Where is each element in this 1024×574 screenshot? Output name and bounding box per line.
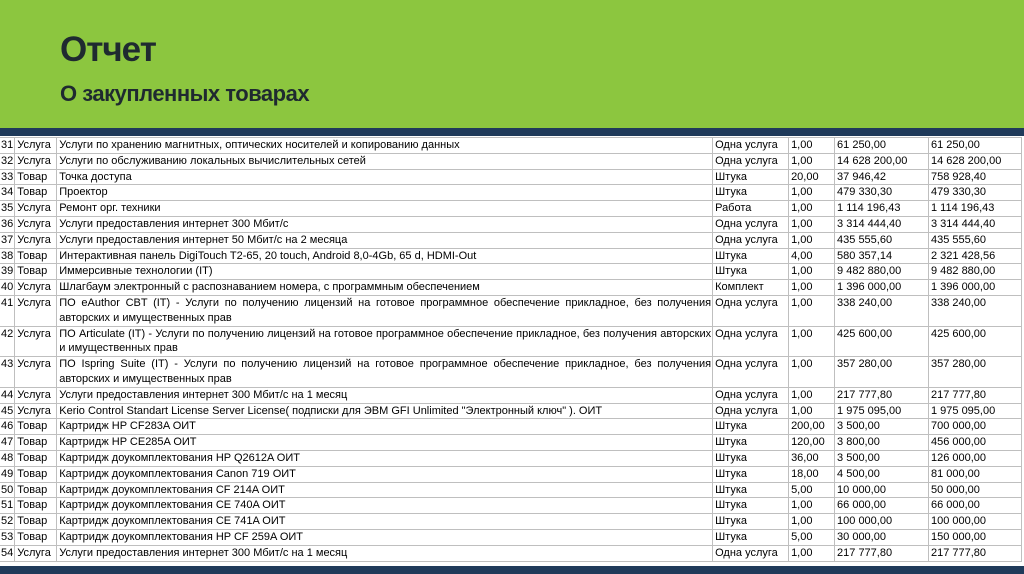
item-type: Товар: [15, 514, 57, 530]
item-name: Картридж доукомплектования CE 740A ОИТ: [57, 498, 713, 514]
item-price: 3 800,00: [835, 435, 929, 451]
item-quantity: 1,00: [789, 403, 835, 419]
table-row: [0, 264, 1022, 280]
item-price: 1 114 196,43: [835, 201, 929, 217]
item-total: 758 928,40: [928, 169, 1021, 185]
item-price: 217 777,80: [835, 545, 929, 561]
purchases-table-body: [0, 138, 1022, 562]
table-row: [0, 201, 1022, 217]
row-number: 50: [0, 482, 15, 498]
item-quantity: 5,00: [789, 482, 835, 498]
item-quantity: 1,00: [789, 185, 835, 201]
item-price: 100 000,00: [835, 514, 929, 530]
item-type: Услуга: [15, 138, 57, 154]
item-total: 456 000,00: [928, 435, 1021, 451]
item-price: 3 314 444,40: [835, 216, 929, 232]
row-number: 48: [0, 450, 15, 466]
table-row: [0, 232, 1022, 248]
item-quantity: 200,00: [789, 419, 835, 435]
item-price: 1 396 000,00: [835, 280, 929, 296]
table-row: [0, 153, 1022, 169]
item-price: 9 482 880,00: [835, 264, 929, 280]
item-total: 14 628 200,00: [928, 153, 1021, 169]
item-name: Картридж доукомплектования Canon 719 ОИТ: [57, 466, 713, 482]
item-unit: Одна услуга: [713, 357, 789, 388]
item-type: Услуга: [15, 153, 57, 169]
item-price: 357 280,00: [835, 357, 929, 388]
item-name: Картридж доукомплектования HP CF 259A ОИТ: [57, 529, 713, 545]
item-type: Услуга: [15, 387, 57, 403]
item-price: 14 628 200,00: [835, 153, 929, 169]
item-name: Картридж HP CF283A ОИТ: [57, 419, 713, 435]
row-number: 41: [0, 295, 15, 326]
item-quantity: 1,00: [789, 201, 835, 217]
item-name: Услуги предоставления интернет 300 Мбит/с на 1 месяц: [57, 545, 713, 561]
item-unit: Штука: [713, 419, 789, 435]
table-row: [0, 387, 1022, 403]
row-number: 49: [0, 466, 15, 482]
item-name: Услуги по хранению магнитных, оптических носителей и копированию данных: [57, 138, 713, 154]
row-number: 47: [0, 435, 15, 451]
row-number: 45: [0, 403, 15, 419]
table-row: [0, 295, 1022, 326]
item-unit: Одна услуга: [713, 153, 789, 169]
top-divider-band: [0, 128, 1024, 136]
page-subtitle: О закупленных товарах: [60, 81, 310, 106]
table-row: [0, 545, 1022, 561]
row-number: 42: [0, 326, 15, 357]
item-unit: Штука: [713, 529, 789, 545]
item-total: 3 314 444,40: [928, 216, 1021, 232]
item-name: Ремонт орг. техники: [57, 201, 713, 217]
item-quantity: 1,00: [789, 357, 835, 388]
item-quantity: 1,00: [789, 545, 835, 561]
table-row: [0, 138, 1022, 154]
item-type: Товар: [15, 419, 57, 435]
item-total: 338 240,00: [928, 295, 1021, 326]
item-type: Товар: [15, 450, 57, 466]
item-type: Услуга: [15, 545, 57, 561]
item-total: 150 000,00: [928, 529, 1021, 545]
item-price: 4 500,00: [835, 466, 929, 482]
bottom-divider-band: [0, 566, 1024, 574]
item-total: 217 777,80: [928, 545, 1021, 561]
item-quantity: 20,00: [789, 169, 835, 185]
row-number: 36: [0, 216, 15, 232]
item-price: 435 555,60: [835, 232, 929, 248]
item-type: Услуга: [15, 403, 57, 419]
item-type: Товар: [15, 435, 57, 451]
item-total: 2 321 428,56: [928, 248, 1021, 264]
item-type: Товар: [15, 466, 57, 482]
item-type: Товар: [15, 498, 57, 514]
row-number: 37: [0, 232, 15, 248]
item-quantity: 1,00: [789, 216, 835, 232]
item-unit: Одна услуга: [713, 387, 789, 403]
item-total: 126 000,00: [928, 450, 1021, 466]
item-unit: Штука: [713, 450, 789, 466]
item-quantity: 1,00: [789, 326, 835, 357]
item-total: 81 000,00: [928, 466, 1021, 482]
row-number: 39: [0, 264, 15, 280]
item-total: 700 000,00: [928, 419, 1021, 435]
item-price: 66 000,00: [835, 498, 929, 514]
item-total: 1 114 196,43: [928, 201, 1021, 217]
item-price: 30 000,00: [835, 529, 929, 545]
item-total: 61 250,00: [928, 138, 1021, 154]
table-row: [0, 357, 1022, 388]
item-total: 9 482 880,00: [928, 264, 1021, 280]
item-total: 217 777,80: [928, 387, 1021, 403]
table-row: [0, 450, 1022, 466]
item-quantity: 120,00: [789, 435, 835, 451]
item-type: Услуга: [15, 201, 57, 217]
item-unit: Работа: [713, 201, 789, 217]
table-row: [0, 419, 1022, 435]
item-unit: Штука: [713, 514, 789, 530]
item-total: 425 600,00: [928, 326, 1021, 357]
item-name: Картридж доукомплектования CF 214A ОИТ: [57, 482, 713, 498]
item-price: 425 600,00: [835, 326, 929, 357]
item-quantity: 1,00: [789, 153, 835, 169]
table-row: [0, 216, 1022, 232]
table-row: [0, 403, 1022, 419]
table-row: [0, 435, 1022, 451]
item-name: ПО Ispring Suite (IT) - Услуги по получению лицензий на готовое программное обеспечение прикладное, без получения авторских и имущественных прав: [57, 357, 713, 388]
item-type: Услуга: [15, 280, 57, 296]
purchases-table: [0, 137, 1022, 562]
row-number: 33: [0, 169, 15, 185]
item-name: Интерактивная панель DigiTouch T2-65, 20 touch, Android 8,0-4Gb, 65 d, HDMI-Out: [57, 248, 713, 264]
item-quantity: 4,00: [789, 248, 835, 264]
table-row: [0, 514, 1022, 530]
item-name: Услуги по обслуживанию локальных вычислительных сетей: [57, 153, 713, 169]
table-row: [0, 248, 1022, 264]
item-type: Услуга: [15, 295, 57, 326]
item-unit: Одна услуга: [713, 232, 789, 248]
item-quantity: 1,00: [789, 280, 835, 296]
item-price: 37 946,42: [835, 169, 929, 185]
row-number: 31: [0, 138, 15, 154]
item-quantity: 36,00: [789, 450, 835, 466]
item-unit: Одна услуга: [713, 295, 789, 326]
item-type: Товар: [15, 248, 57, 264]
item-type: Товар: [15, 264, 57, 280]
table-row: [0, 185, 1022, 201]
item-type: Товар: [15, 482, 57, 498]
row-number: 43: [0, 357, 15, 388]
item-unit: Штука: [713, 482, 789, 498]
item-name: ПО Articulate (IT) - Услуги по получению лицензий на готовое программное обеспечение прикладное, без получения авторских и имущественных прав: [57, 326, 713, 357]
item-name: Картридж доукомплектования HP Q2612A ОИТ: [57, 450, 713, 466]
item-type: Услуга: [15, 232, 57, 248]
item-unit: Штука: [713, 169, 789, 185]
item-unit: Штука: [713, 248, 789, 264]
item-price: 217 777,80: [835, 387, 929, 403]
item-unit: Штука: [713, 435, 789, 451]
row-number: 44: [0, 387, 15, 403]
item-unit: Штука: [713, 185, 789, 201]
item-name: Картридж HP CE285A ОИТ: [57, 435, 713, 451]
item-type: Товар: [15, 529, 57, 545]
row-number: 35: [0, 201, 15, 217]
table-row: [0, 529, 1022, 545]
item-total: 100 000,00: [928, 514, 1021, 530]
row-number: 54: [0, 545, 15, 561]
item-quantity: 1,00: [789, 387, 835, 403]
page-title: Отчет: [60, 30, 156, 69]
row-number: 32: [0, 153, 15, 169]
item-type: Услуга: [15, 216, 57, 232]
item-name: Точка доступа: [57, 169, 713, 185]
item-quantity: 1,00: [789, 232, 835, 248]
item-total: 479 330,30: [928, 185, 1021, 201]
item-quantity: 1,00: [789, 498, 835, 514]
item-price: 3 500,00: [835, 419, 929, 435]
item-quantity: 1,00: [789, 295, 835, 326]
table-row: [0, 169, 1022, 185]
item-name: Картридж доукомплектования CE 741A ОИТ: [57, 514, 713, 530]
item-price: 10 000,00: [835, 482, 929, 498]
table-row: [0, 466, 1022, 482]
item-quantity: 5,00: [789, 529, 835, 545]
item-name: Услуги предоставления интернет 300 Мбит/с: [57, 216, 713, 232]
item-price: 1 975 095,00: [835, 403, 929, 419]
row-number: 46: [0, 419, 15, 435]
item-price: 61 250,00: [835, 138, 929, 154]
item-name: Проектор: [57, 185, 713, 201]
table-row: [0, 326, 1022, 357]
item-unit: Комплект: [713, 280, 789, 296]
item-quantity: 1,00: [789, 264, 835, 280]
item-total: 435 555,60: [928, 232, 1021, 248]
row-number: 52: [0, 514, 15, 530]
item-unit: Одна услуга: [713, 216, 789, 232]
item-total: 357 280,00: [928, 357, 1021, 388]
item-quantity: 1,00: [789, 138, 835, 154]
item-unit: Штука: [713, 498, 789, 514]
row-number: 51: [0, 498, 15, 514]
item-name: Шлагбаум электронный с распознаванием номера, с программным обеспечением: [57, 280, 713, 296]
item-unit: Одна услуга: [713, 326, 789, 357]
item-total: 50 000,00: [928, 482, 1021, 498]
item-total: 1 975 095,00: [928, 403, 1021, 419]
item-name: ПО eAuthor CBT (IT) - Услуги по получению лицензий на готовое программное обеспечение прикладное, без получения авторских и имущественных прав: [57, 295, 713, 326]
item-type: Товар: [15, 169, 57, 185]
item-type: Услуга: [15, 326, 57, 357]
item-unit: Одна услуга: [713, 138, 789, 154]
item-price: 3 500,00: [835, 450, 929, 466]
item-unit: Одна услуга: [713, 545, 789, 561]
item-name: Услуги предоставления интернет 300 Мбит/с на 1 месяц: [57, 387, 713, 403]
item-unit: Одна услуга: [713, 403, 789, 419]
item-total: 66 000,00: [928, 498, 1021, 514]
item-total: 1 396 000,00: [928, 280, 1021, 296]
item-price: 338 240,00: [835, 295, 929, 326]
item-quantity: 18,00: [789, 466, 835, 482]
item-unit: Штука: [713, 264, 789, 280]
table-row: [0, 280, 1022, 296]
row-number: 53: [0, 529, 15, 545]
table-row: [0, 498, 1022, 514]
item-price: 479 330,30: [835, 185, 929, 201]
item-name: Иммерсивные технологии (IT): [57, 264, 713, 280]
item-price: 580 357,14: [835, 248, 929, 264]
item-name: Услуги предоставления интернет 50 Мбит/с на 2 месяца: [57, 232, 713, 248]
item-name: Kerio Control Standart License Server License( подписки для ЭВМ GFI Unlimited "Электронный ключ" ). ОИТ: [57, 403, 713, 419]
item-type: Услуга: [15, 357, 57, 388]
item-quantity: 1,00: [789, 514, 835, 530]
item-type: Товар: [15, 185, 57, 201]
row-number: 40: [0, 280, 15, 296]
row-number: 34: [0, 185, 15, 201]
row-number: 38: [0, 248, 15, 264]
table-row: [0, 482, 1022, 498]
item-unit: Штука: [713, 466, 789, 482]
